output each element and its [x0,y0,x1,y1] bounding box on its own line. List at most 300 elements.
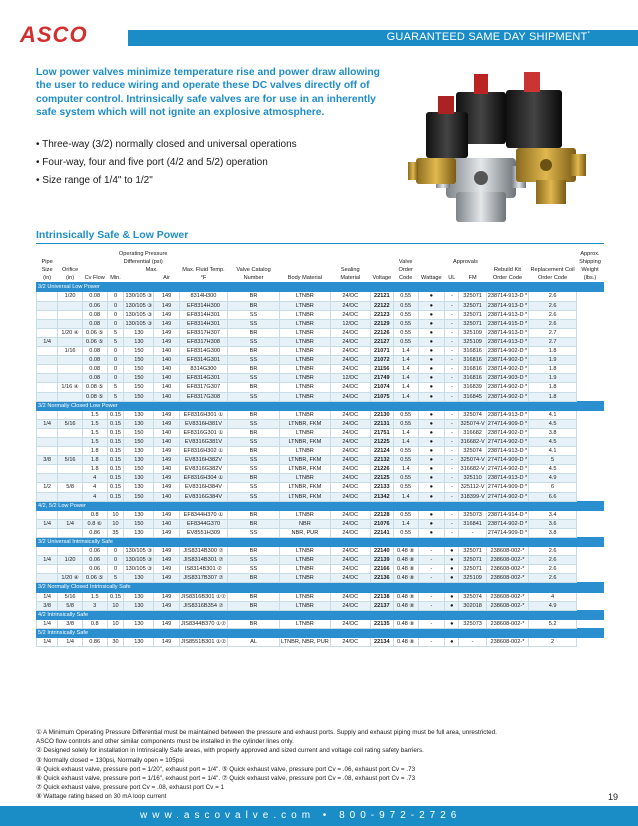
min-cell: 0 [107,301,124,310]
weight-cell: 4 [529,592,577,601]
ul-cell: ● [418,456,445,465]
max-fluid-cell: 140 [154,374,180,383]
rebuild-kit-cell: - [459,638,486,647]
orifice-cell: 5/8 [58,483,83,492]
order-code-cell: 22126 [370,328,393,337]
sealing-cell: LTNBR, FKM [280,437,331,446]
ul-cell: ● [418,328,445,337]
coil-cell: 238714-913-D * [487,448,528,455]
pipe-size-cell [37,474,58,483]
fm-cell: - [445,337,459,346]
min-cell: 0.15 [107,447,124,456]
catalog-cell: EV8316H381V [179,419,227,428]
voltage-cell: 24/DC [330,638,370,647]
max-cell: 130 [124,574,154,583]
voltage-cell: 24/DC [330,447,370,456]
fm-cell: - [445,492,459,501]
body-cell: SS [228,483,280,492]
footnote: ① A Minimum Operating Pressure Differential must be maintained between the pressure and exhaust ports. Supply and exhaust piping must be full area, unrestricted. [36,729,497,736]
cv-cell: 0.08 [82,292,107,301]
coil-cell: 238608-002-* [486,592,529,601]
body-cell: SS [228,456,280,465]
min-cell: 10 [107,601,124,610]
weight-cell: 1.9 [529,374,577,383]
voltage-cell: 24/DC [330,483,370,492]
rebuild-kit-cell: 325071 [459,547,486,556]
order-code-cell: 22136 [370,574,393,583]
wattage-cell: 0.48 ⑧ [393,565,418,574]
min-cell: 10 [107,519,124,528]
fm-cell: - [445,319,459,328]
catalog-cell: JIS8551B301 ①⑦ [180,639,227,646]
min-cell: 0.15 [107,483,124,492]
body-cell: BR [228,347,280,356]
orifice-cell [58,337,83,346]
voltage-cell: 24/DC [330,437,370,446]
sealing-cell: LTNBR [280,319,331,328]
min-cell: 0 [107,292,124,301]
table-row [37,465,604,474]
voltage-cell: 24/DC [330,510,370,519]
fm-cell: ● [445,574,459,583]
max-cell: 130 [124,419,154,428]
sealing-cell: LTNBR [280,374,331,383]
table-row [37,638,604,647]
weight-cell: 2.6 [529,547,577,556]
weight-cell: 2.6 [529,292,577,301]
wattage-cell: 1.4 [393,347,418,356]
table-row [37,337,604,346]
sealing-cell: NBR, PUR [280,528,331,537]
fm-cell: ● [445,601,459,610]
pipe-size-cell [37,365,58,374]
ul-cell: ● [418,392,445,401]
wattage-cell: 0.55 [393,328,418,337]
voltage-cell: 12/DC [330,374,370,383]
body-cell: BR [228,292,280,301]
cv-cell: 1.5 [82,592,107,601]
max-cell: 130 [124,592,154,601]
table-row [37,592,604,601]
cv-cell: 1.8 [82,456,107,465]
pipe-size-cell [37,465,58,474]
col-rebuild: Rebuild Kit Order Code [492,267,523,282]
ul-cell: ● [418,474,445,483]
orifice-cell [58,301,83,310]
pipe-size-cell: 1/4 [37,519,58,528]
max-cell: 130 [124,619,154,628]
voltage-cell: 24/DC [330,619,370,628]
cv-cell: 0.86 [82,528,107,537]
intro-text: Low power valves minimize temperature rise and power draw allowing the user to reduce wiring and operate these DC valves directly off of computer control. Intrinsically safe valves are for use in an inherently safe system which will not ignite an explosive atmosphere. [36,67,380,118]
voltage-cell: 24/DC [330,347,370,356]
group-label: 3/2 Universal Intrinsically Safe [37,538,604,547]
shipment-banner: GUARANTEED SAME DAY SHIPMENT* [128,30,638,46]
order-code-cell: 22131 [370,419,393,428]
sealing-cell: LTNBR, FKM [280,492,331,501]
voltage-cell: 24/DC [330,528,370,537]
voltage-cell: 24/DC [330,574,370,583]
wattage-cell: 0.55 [393,510,418,519]
body-cell: AL [228,638,280,647]
footnote: ④ Quick exhaust valve, pressure port = 1/20", exhaust port = 1/4". ⑤ Quick exhaust valve, pressure port Cv = .06, exhaust port Cv = .73 [36,765,416,773]
min-cell: 5 [107,337,124,346]
max-fluid-cell: 149 [154,528,180,537]
voltage-cell: 24/DC [330,419,370,428]
sealing-cell: LTNBR, NBR, PUR [281,639,329,646]
max-cell: 130 [124,474,154,483]
table-row [37,447,604,456]
cv-cell: 0.08 ⑤ [82,383,107,392]
min-cell: 5 [107,574,124,583]
rebuild-kit-cell: 325112-V [460,484,485,491]
feature-list [36,136,376,190]
group-label: 4/2 Intrinsically Safe [37,610,604,619]
orifice-cell: 5/16 [58,592,83,601]
ul-cell: - [418,601,445,610]
footnotes [36,728,611,802]
max-fluid-cell: 140 [154,347,180,356]
pipe-size-cell [37,319,58,328]
cv-cell: 0.08 [82,365,107,374]
voltage-cell: 24/DC [330,465,370,474]
max-cell: 150 [124,519,154,528]
max-cell: 130/105 ③ [125,548,153,555]
voltage-cell: 24/DC [330,365,370,374]
table-row [37,565,604,574]
body-cell: SS [228,392,280,401]
order-code-cell: 22133 [370,483,393,492]
wattage-cell: 0.55 [393,292,418,301]
coil-cell: 238608-002-* [486,556,529,565]
table-row [37,365,604,374]
cv-cell: 0.06 ⑤ [82,328,107,337]
coil-cell: 238714-902-D * [487,393,528,400]
sealing-cell: LTNBR [280,356,331,365]
cv-cell: 0.8 ⑥ [82,519,107,528]
fm-cell: - [445,392,459,401]
table-row [37,547,604,556]
rebuild-kit-cell: 325109 [459,574,486,583]
catalog-cell: EF8314H301 [179,319,227,328]
footnote: ⑦ Quick exhaust valve, pressure port Cv = .08, exhaust port Cv = 1 [36,784,224,792]
coil-cell: 238714-902-D * [487,429,528,436]
rebuild-kit-cell: 325071 [459,556,486,565]
group-label: 4/2, 5/2 Low Power [37,501,604,510]
max-fluid-cell: 149 [154,419,180,428]
page-footer [0,806,638,826]
max-cell: 150 [124,356,154,365]
max-cell: 150 [124,374,154,383]
min-cell: 0 [107,319,124,328]
order-code-cell: 22125 [370,474,393,483]
weight-cell: 3.8 [529,428,577,437]
fm-cell: - [445,301,459,310]
cv-cell: 0.08 [82,319,107,328]
min-cell: 0.15 [107,419,124,428]
body-cell: SS [228,356,280,365]
min-cell: 0.15 [107,592,124,601]
catalog-cell: EF8317H307 [179,328,227,337]
wattage-cell: 0.55 [393,410,418,419]
weight-cell: 4.5 [529,437,577,446]
pipe-size-cell [37,574,58,583]
wattage-cell: 0.55 [393,456,418,465]
catalog-cell: EF8316H304 ① [179,474,227,483]
order-code-cell: 22130 [370,410,393,419]
pipe-size-cell: 1/2 [37,483,58,492]
voltage-cell: 24/DC [330,328,370,337]
order-code-cell: 21751 [370,428,393,437]
table-row [37,428,604,437]
ul-cell: ● [418,319,445,328]
cv-cell: 1.5 [82,410,107,419]
ul-cell: ● [418,337,445,346]
cv-cell: 0.06 [82,301,107,310]
weight-cell: 3.6 [529,519,577,528]
max-fluid-cell: 149 [154,510,180,519]
sealing-cell: LTNBR [280,556,331,565]
orifice-cell [58,474,83,483]
voltage-cell: 24/DC [330,301,370,310]
table-row [37,492,604,501]
max-cell: 130 [124,456,154,465]
orifice-cell [58,447,83,456]
ul-cell: ● [418,374,445,383]
table-row [37,556,604,565]
voltage-cell: 24/DC [330,601,370,610]
pipe-size-cell: 3/8 [37,456,58,465]
sealing-cell: LTNBR [280,619,331,628]
min-cell: 10 [107,619,124,628]
catalog-cell: EF8316H301 ① [179,410,227,419]
max-fluid-cell: 140 [154,492,180,501]
body-cell: SS [228,419,280,428]
body-cell: SS [228,565,280,574]
max-fluid-cell: 149 [154,456,180,465]
fm-cell: - [445,456,459,465]
body-cell: BR [228,592,280,601]
order-code-cell: 22123 [370,310,393,319]
wattage-cell: 1.4 [393,383,418,392]
body-cell: BR [228,510,280,519]
rebuild-kit-cell: 325071 [459,319,486,328]
rebuild-kit-cell: 325071 [459,301,486,310]
rebuild-kit-cell: 325074 [459,410,486,419]
cv-cell: 4 [82,474,107,483]
table-row [37,510,604,519]
group-label: 3/2 Normally Closed Low Power [37,401,604,410]
order-code-cell: 22140 [370,547,393,556]
min-cell: 5 [107,328,124,337]
table-row [37,519,604,528]
coil-cell: 238714-913-D * [487,329,528,336]
table-group-row [37,610,604,619]
weight-cell: 2 [529,638,577,647]
rebuild-kit-cell: 325074 [459,447,486,456]
footnote: ③ Normally closed = 130psi, Normally open = 105psi [36,756,184,764]
ul-cell: ● [418,447,445,456]
pipe-size-cell [37,437,58,446]
fm-cell: - [445,328,459,337]
cv-cell: 1.5 [82,428,107,437]
weight-cell: 2.6 [529,556,577,565]
ul-cell: ● [418,356,445,365]
coil-cell: 238714-902-D * [487,366,528,373]
wattage-cell: 0.55 [393,301,418,310]
fm-cell: ● [445,592,459,601]
ul-cell: - [418,592,445,601]
coil-cell: 238714-902-D * [487,520,528,527]
body-cell: SS [228,437,280,446]
max-cell: 130/105 ③ [125,293,153,300]
weight-cell: 3.8 [529,528,577,537]
rebuild-kit-cell: 316841 [459,519,486,528]
fm-cell: ● [445,547,459,556]
body-cell: SS [228,528,280,537]
weight-cell: 4.9 [529,474,577,483]
coil-cell: 238714-902-D * [487,357,528,364]
sealing-cell: LTNBR [280,474,331,483]
body-cell: BR [228,383,280,392]
col-body: Body Material [287,275,322,282]
coil-cell: 238608-002-* [486,574,529,583]
min-cell: 0 [107,374,124,383]
col-fm: FM [468,275,477,282]
min-cell: 0.15 [107,410,124,419]
max-fluid-cell: 149 [154,547,180,556]
cv-cell: 0.08 [82,356,107,365]
weight-cell: 1.8 [529,383,577,392]
rebuild-kit-cell: 325109 [459,328,486,337]
fm-cell: - [445,356,459,365]
sealing-cell: LTNBR [280,510,331,519]
sealing-cell: LTNBR [280,328,331,337]
max-cell: 130 [124,337,154,346]
ul-cell: - [418,638,445,647]
weight-cell: 2.7 [529,328,577,337]
rebuild-kit-cell: 316816 [459,356,486,365]
cv-cell: 4 [82,483,107,492]
pipe-size-cell [37,347,58,356]
coil-cell: 238714-902-D * [487,384,528,391]
min-cell: 0.15 [107,428,124,437]
coil-cell: 238714-902-D * [487,348,528,355]
body-cell: BR [228,574,280,583]
max-cell: 130 [124,510,154,519]
pipe-size-cell [37,492,58,501]
coil-cell: 238608-002-* [486,547,529,556]
fm-cell: - [445,292,459,301]
col-ul: UL [448,275,456,282]
table-row [37,437,604,446]
body-cell: SS [228,337,280,346]
catalog-cell: EF8344H370 ① [179,510,227,519]
cv-cell: 0.06 [82,565,107,574]
page-number: 19 [608,792,619,802]
order-code-cell: 22121 [370,292,393,301]
cv-cell: 4 [82,492,107,501]
wattage-cell: 1.4 [393,492,418,501]
coil-cell: 238714-915-D * [487,320,528,327]
body-cell: BR [228,428,280,437]
coil-cell: 238608-002-* [486,638,529,647]
weight-cell: 1.9 [529,356,577,365]
table-row [37,410,604,419]
order-code-cell: 22134 [370,638,393,647]
min-cell: 0 [107,356,124,365]
table-group-row [37,401,604,410]
body-cell: SS [228,492,280,501]
sealing-cell: NBR [280,519,331,528]
catalog-cell: EF8314G301 [179,356,227,365]
orifice-cell: 5/16 [58,419,83,428]
orifice-cell [58,374,83,383]
ul-cell: ● [418,365,445,374]
pipe-size-cell [37,565,58,574]
rebuild-kit-cell: 318399-V [460,493,485,500]
rebuild-kit-cell: 325109 [459,337,486,346]
col-cv: Cv Flow [84,275,105,282]
max-fluid-cell: 140 [154,465,180,474]
min-cell: 0.15 [107,474,124,483]
orifice-cell [58,565,83,574]
wattage-cell: 0.48 ⑧ [393,601,418,610]
max-cell: 130/105 ③ [125,302,153,309]
voltage-cell: 24/DC [330,456,370,465]
sealing-cell: LTNBR [280,301,331,310]
min-cell: 30 [107,638,124,647]
col-max-fluid: Max. Fluid Temp. °F [182,267,225,282]
coil-cell: 238714-914-D * [487,511,528,518]
footnote: ⑥ Quick exhaust valve, pressure port = 1/16", exhaust port = 1/4". ⑦ Quick exhaust valve, pressure port Cv = .08, exhaust port Cv = .73 [36,775,416,783]
fm-cell: - [445,410,459,419]
section-divider [36,243,604,244]
table-row [37,319,604,328]
body-cell: BR [228,328,280,337]
max-fluid-cell: 149 [154,328,180,337]
rebuild-kit-cell: 316816 [459,347,486,356]
orifice-cell [58,465,83,474]
orifice-cell [58,410,83,419]
sealing-cell: LTNBR [280,574,331,583]
pipe-size-cell [37,301,58,310]
min-cell: 5 [107,392,124,401]
weight-cell: 3.4 [529,510,577,519]
cv-cell: 0.06 [82,556,107,565]
fm-cell: - [445,447,459,456]
svg-text:ASCO: ASCO [20,22,88,46]
footer-contact: www.ascovalve.com • 800-972-2726 [140,810,462,821]
body-cell: SS [228,310,280,319]
orifice-cell: 1/20 [58,556,83,565]
wattage-cell: 1.4 [393,428,418,437]
rebuild-kit-cell: 316682-V [460,466,485,473]
ul-cell: ● [418,437,445,446]
table-row [37,456,604,465]
body-cell: SS [228,556,280,565]
table-row [37,483,604,492]
catalog-cell: EF8314H300 [179,301,227,310]
orifice-cell [58,510,83,519]
fm-cell: - [445,383,459,392]
sealing-cell: LTNBR [280,592,331,601]
order-code-cell: 21749 [370,374,393,383]
coil-cell: 274714-909-D * [487,420,528,427]
coil-cell: 238714-913-D * [487,293,528,300]
col-catalog: Valve Catalog Number [236,267,271,282]
table-row [37,474,604,483]
